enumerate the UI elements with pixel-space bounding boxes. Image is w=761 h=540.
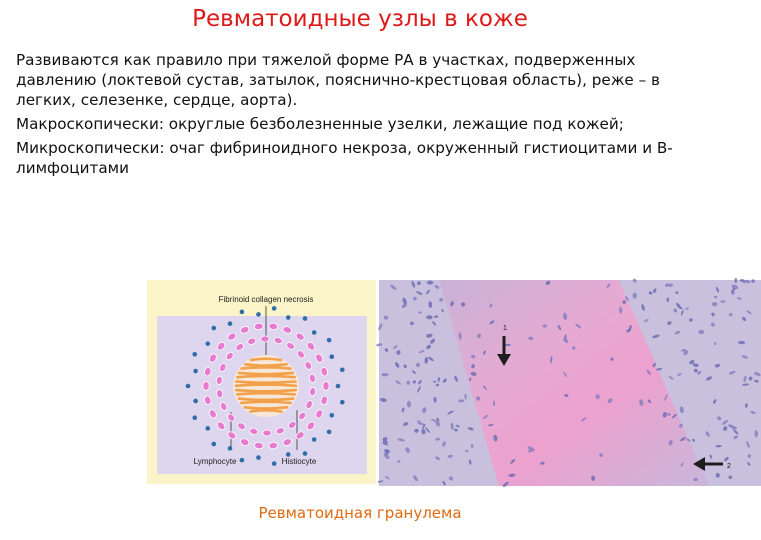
lymphocyte-cell — [256, 312, 261, 317]
schematic-drawing — [147, 280, 376, 484]
histiocyte-cell — [263, 430, 272, 436]
lymphocyte-cell — [212, 326, 217, 331]
slide-title: Ревматоидные узлы в коже — [192, 6, 528, 32]
histiocyte-cell — [203, 382, 209, 391]
paragraph-microscopic: Микроскопически: очаг фибриноидного некроза, окруженный гистиоцитами и В-лимфоцитами — [16, 139, 673, 177]
necrosis-fiber — [237, 393, 295, 394]
lymphocyte-cell — [312, 330, 317, 335]
necrosis-fiber — [239, 399, 293, 400]
body-text — [16, 50, 686, 182]
necrosis-fiber — [241, 402, 290, 403]
lymphocyte-cell — [256, 455, 261, 460]
nucleus — [407, 401, 411, 408]
lymphocyte-cell — [193, 399, 198, 404]
arrow-1-marker: 1 — [503, 325, 507, 332]
arrow-2-marker: 2 — [727, 463, 731, 470]
nucleus — [675, 292, 678, 294]
lymphocyte-cell — [228, 321, 233, 326]
necrosis-fiber — [251, 359, 281, 360]
lymphocyte-cell — [205, 426, 210, 431]
necrosis-fiber — [242, 367, 291, 368]
necrosis-fiber — [236, 385, 296, 386]
nucleus — [458, 399, 464, 402]
micrograph — [379, 280, 761, 486]
necrosis-fibers — [233, 355, 299, 417]
granuloma-schematic — [147, 280, 376, 484]
histiocyte-cell — [323, 382, 329, 391]
lymphocyte-cell — [186, 384, 191, 389]
lymphocyte-cell — [228, 446, 233, 451]
necrosis-fiber — [250, 410, 281, 411]
necrosis-fiber — [245, 364, 286, 365]
lymphocyte-cell — [327, 338, 332, 343]
lymphocyte-cell — [272, 306, 277, 311]
necrosis-fiber — [239, 373, 293, 374]
lymphocyte-cell — [193, 369, 198, 374]
lymphocyte-cell — [240, 458, 245, 463]
lymphocyte-cell — [327, 430, 332, 435]
label-histiocyte: Histiocyte — [281, 457, 317, 466]
necrosis-fiber — [237, 376, 294, 377]
lymphocyte-cell — [272, 461, 277, 466]
histiocyte-cell — [309, 387, 316, 396]
lymphocyte-cell — [192, 352, 197, 357]
lymphocyte-cell — [212, 442, 217, 447]
lymphocyte-cell — [303, 316, 308, 321]
lymphocyte-cell — [340, 367, 345, 372]
lymphocyte-cell — [336, 384, 341, 389]
lymphocyte-cell — [303, 451, 308, 456]
paragraph-localization: Развиваются как правило при тяжелой форме РА в участках, подверженных давлению (локтевой сустав, затылок, пояснично-крестцовая область), реже – в легких, селезенке, сердце, аорта). — [16, 51, 660, 109]
micrograph-drawing — [379, 280, 761, 486]
label-lymphocyte: Lymphocyte — [193, 457, 237, 466]
necrosis-fiber — [245, 407, 287, 408]
label-necrosis: Fibrinoid collagen necrosis — [218, 295, 314, 304]
necrosis-fiber — [236, 382, 295, 383]
lymphocyte-cell — [329, 354, 334, 359]
histiocyte-cell — [261, 336, 270, 342]
lymphocyte-cell — [286, 315, 291, 320]
necrosis-fiber — [236, 390, 295, 391]
paragraph-macroscopic: Макроскопически: округлые безболезненные узелки, лежащие под кожей; — [16, 115, 624, 133]
lymphocyte-cell — [329, 413, 334, 418]
figure-caption: Ревматоидная гранулема — [258, 504, 462, 522]
lymphocyte-cell — [340, 400, 345, 405]
lymphocyte-cell — [205, 341, 210, 346]
lymphocyte-cell — [312, 437, 317, 442]
lymphocyte-cell — [192, 415, 197, 420]
histiocyte-cell — [216, 376, 223, 385]
lymphocyte-cell — [240, 310, 245, 315]
